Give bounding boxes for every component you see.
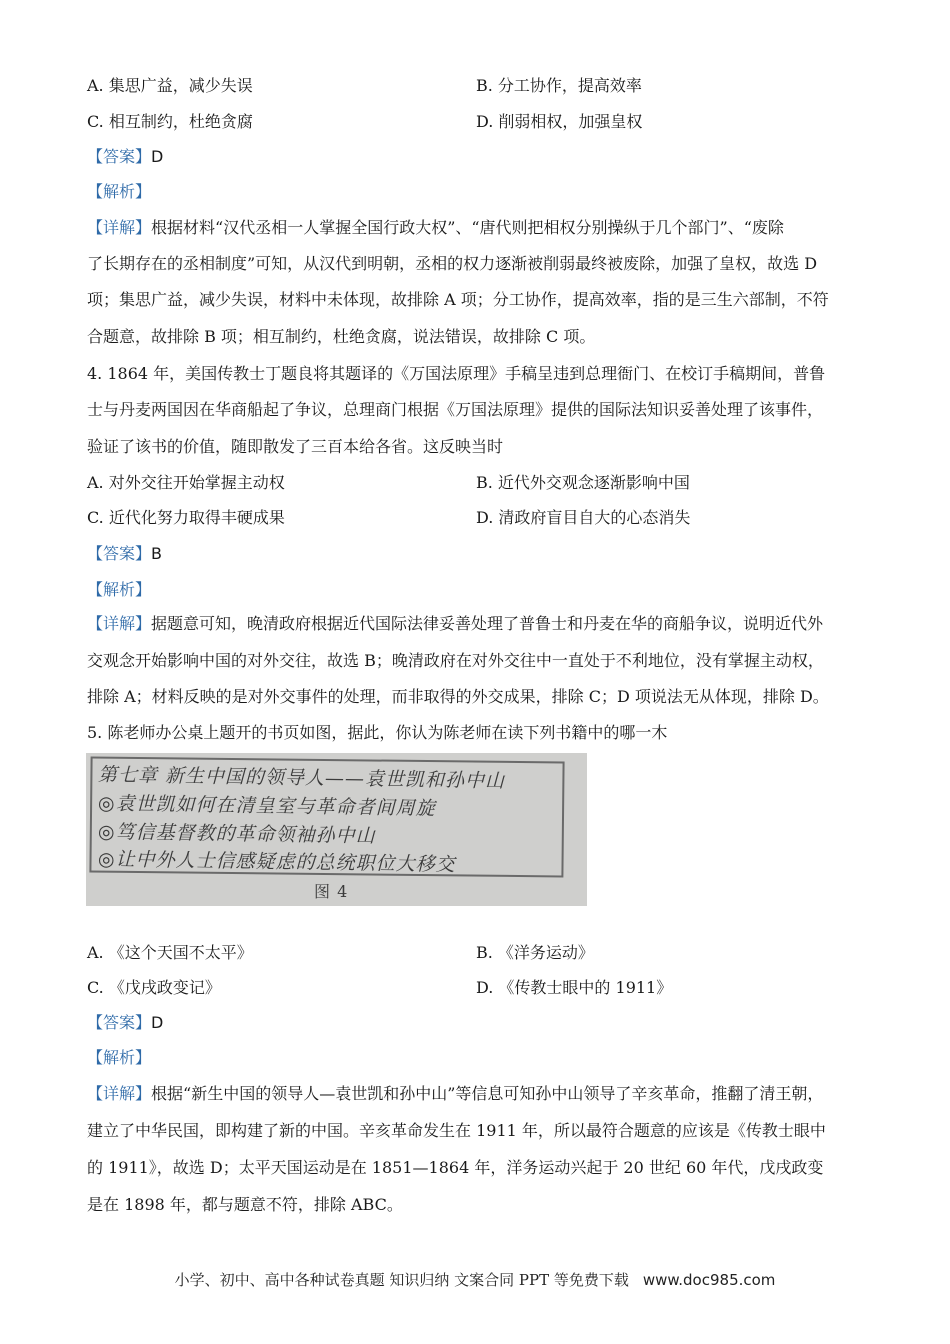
detail-tag: 【详解】 (87, 218, 152, 237)
analysis-tag: 【解析】 (87, 580, 152, 599)
option-c: C. 近代化努力取得丰硬成果 (87, 508, 285, 527)
detail-text: 据题意可知，晚清政府根据近代国际法律妥善处理了普鲁士和丹麦在华的商船争议，说明近代外 (151, 614, 824, 633)
option-a: A. 集思广益，减少失误 (87, 76, 253, 95)
option-d: D. 清政府盲目自大的心态消失 (476, 508, 691, 527)
answer-line (87, 543, 162, 565)
figure-list-item: ◎笃信基督教的革命领袖孙中山 (97, 820, 376, 848)
detail-tag: 【详解】 (87, 1084, 152, 1103)
option-b: B. 近代外交观念逐渐影响中国 (476, 473, 690, 492)
detail-tag: 【详解】 (87, 614, 152, 633)
answer-tag: 【答案】 (87, 544, 152, 563)
detail-line (87, 217, 784, 239)
option-b: B. 《洋务运动》 (476, 943, 594, 962)
option-b: B. 分工协作，提高效率 (476, 76, 642, 95)
footer-link[interactable]: www.doc985.com (642, 1271, 776, 1289)
answer-value: D (151, 147, 164, 166)
detail-line: 项；集思广益，减少失误，材料中未体现，故排除 A 项；分工协作，提高效率，指的是三生六部制，不符 (87, 290, 829, 309)
answer-tag: 【答案】 (87, 147, 152, 166)
analysis-tag: 【解析】 (87, 182, 152, 201)
detail-line: 建立了中华民国，即构建了新的中国。辛亥革命发生在 1911 年，所以最符合题意的应该是《传教士眼中 (87, 1121, 826, 1140)
detail-line: 了长期存在的丞相制度”可知，从汉代到明朝，丞相的权力逐渐被削弱最终被废除，加强了皇权，故选 D (87, 254, 818, 273)
figure-chapter-title: 第七章 新生中国的领导人——袁世凯和孙中山 (97, 763, 506, 793)
option-c: C. 《戊戌政变记》 (87, 978, 221, 997)
detail-line (87, 1083, 823, 1105)
option-c: C. 相互制约，杜绝贪腐 (87, 112, 253, 131)
footer-text: 小学、初中、高中各种试卷真题 知识归纳 文案合同 PPT 等免费下载 (174, 1271, 629, 1289)
detail-text: 根据“新生中国的领导人—袁世凯和孙中山”等信息可知孙中山领导了辛亥革命，推翻了清王朝， (151, 1084, 824, 1103)
question-stem: 验证了该书的价值，随即散发了三百本给各省。这反映当时 (87, 437, 504, 456)
figure-list-item: ◎让中外人士信感疑虑的总统职位大移交 (97, 848, 456, 876)
detail-line: 合题意，故排除 B 项；相互制约，杜绝贪腐，说法错误，故排除 C 项。 (87, 327, 596, 346)
option-a: A. 《这个天国不太平》 (87, 943, 253, 962)
detail-line: 交观念开始影响中国的对外交往，故选 B；晚清政府在对外交往中一直处于不利地位，没有掌握主动权， (87, 651, 824, 670)
detail-line: 排除 A；材料反映的是对外交事件的处理，而非取得的外交成果，排除 C；D 项说法无从体现，排除 D。 (87, 687, 829, 706)
answer-value: D (151, 1013, 164, 1032)
option-a: A. 对外交往开始掌握主动权 (87, 473, 285, 492)
figure-book-page (86, 753, 587, 906)
question-stem: 5. 陈老师办公桌上题开的书页如图，据此，你认为陈老师在读下列书籍中的哪一木 (87, 723, 668, 742)
option-d: D. 削弱相权，加强皇权 (476, 112, 643, 131)
detail-line: 的 1911》，故选 D；太平天国运动是在 1851—1864 年，洋务运动兴起于 20 世纪 60 年代，戊戌政变 (87, 1158, 824, 1177)
detail-text: 根据材料“汉代丞相一人掌握全国行政大权”、“唐代则把相权分别操纵于几个部门”、“废除 (151, 218, 784, 237)
option-d: D. 《传教士眼中的 1911》 (476, 978, 673, 997)
figure-list-item: ◎袁世凯如何在清皇室与革命者间周旋 (97, 792, 436, 820)
question-stem: 士与丹麦两国因在华商船起了争议，总理商门根据《万国法原理》提供的国际法知识妥善处理了该事件， (87, 400, 824, 419)
detail-line: 是在 1898 年，都与题意不符，排除 ABC。 (87, 1195, 403, 1214)
detail-line (87, 613, 823, 635)
answer-tag: 【答案】 (87, 1013, 152, 1032)
answer-line (87, 146, 163, 168)
figure-caption: 图 4 (314, 882, 349, 901)
page-footer (0, 1269, 950, 1290)
question-stem: 4. 1864 年，美国传教士丁题良将其题译的《万国法原理》手稿呈违到总理衙门、在校订手稿期间，普鲁 (87, 364, 826, 383)
analysis-tag: 【解析】 (87, 1048, 152, 1067)
answer-line (87, 1012, 163, 1034)
answer-value: B (151, 544, 162, 563)
